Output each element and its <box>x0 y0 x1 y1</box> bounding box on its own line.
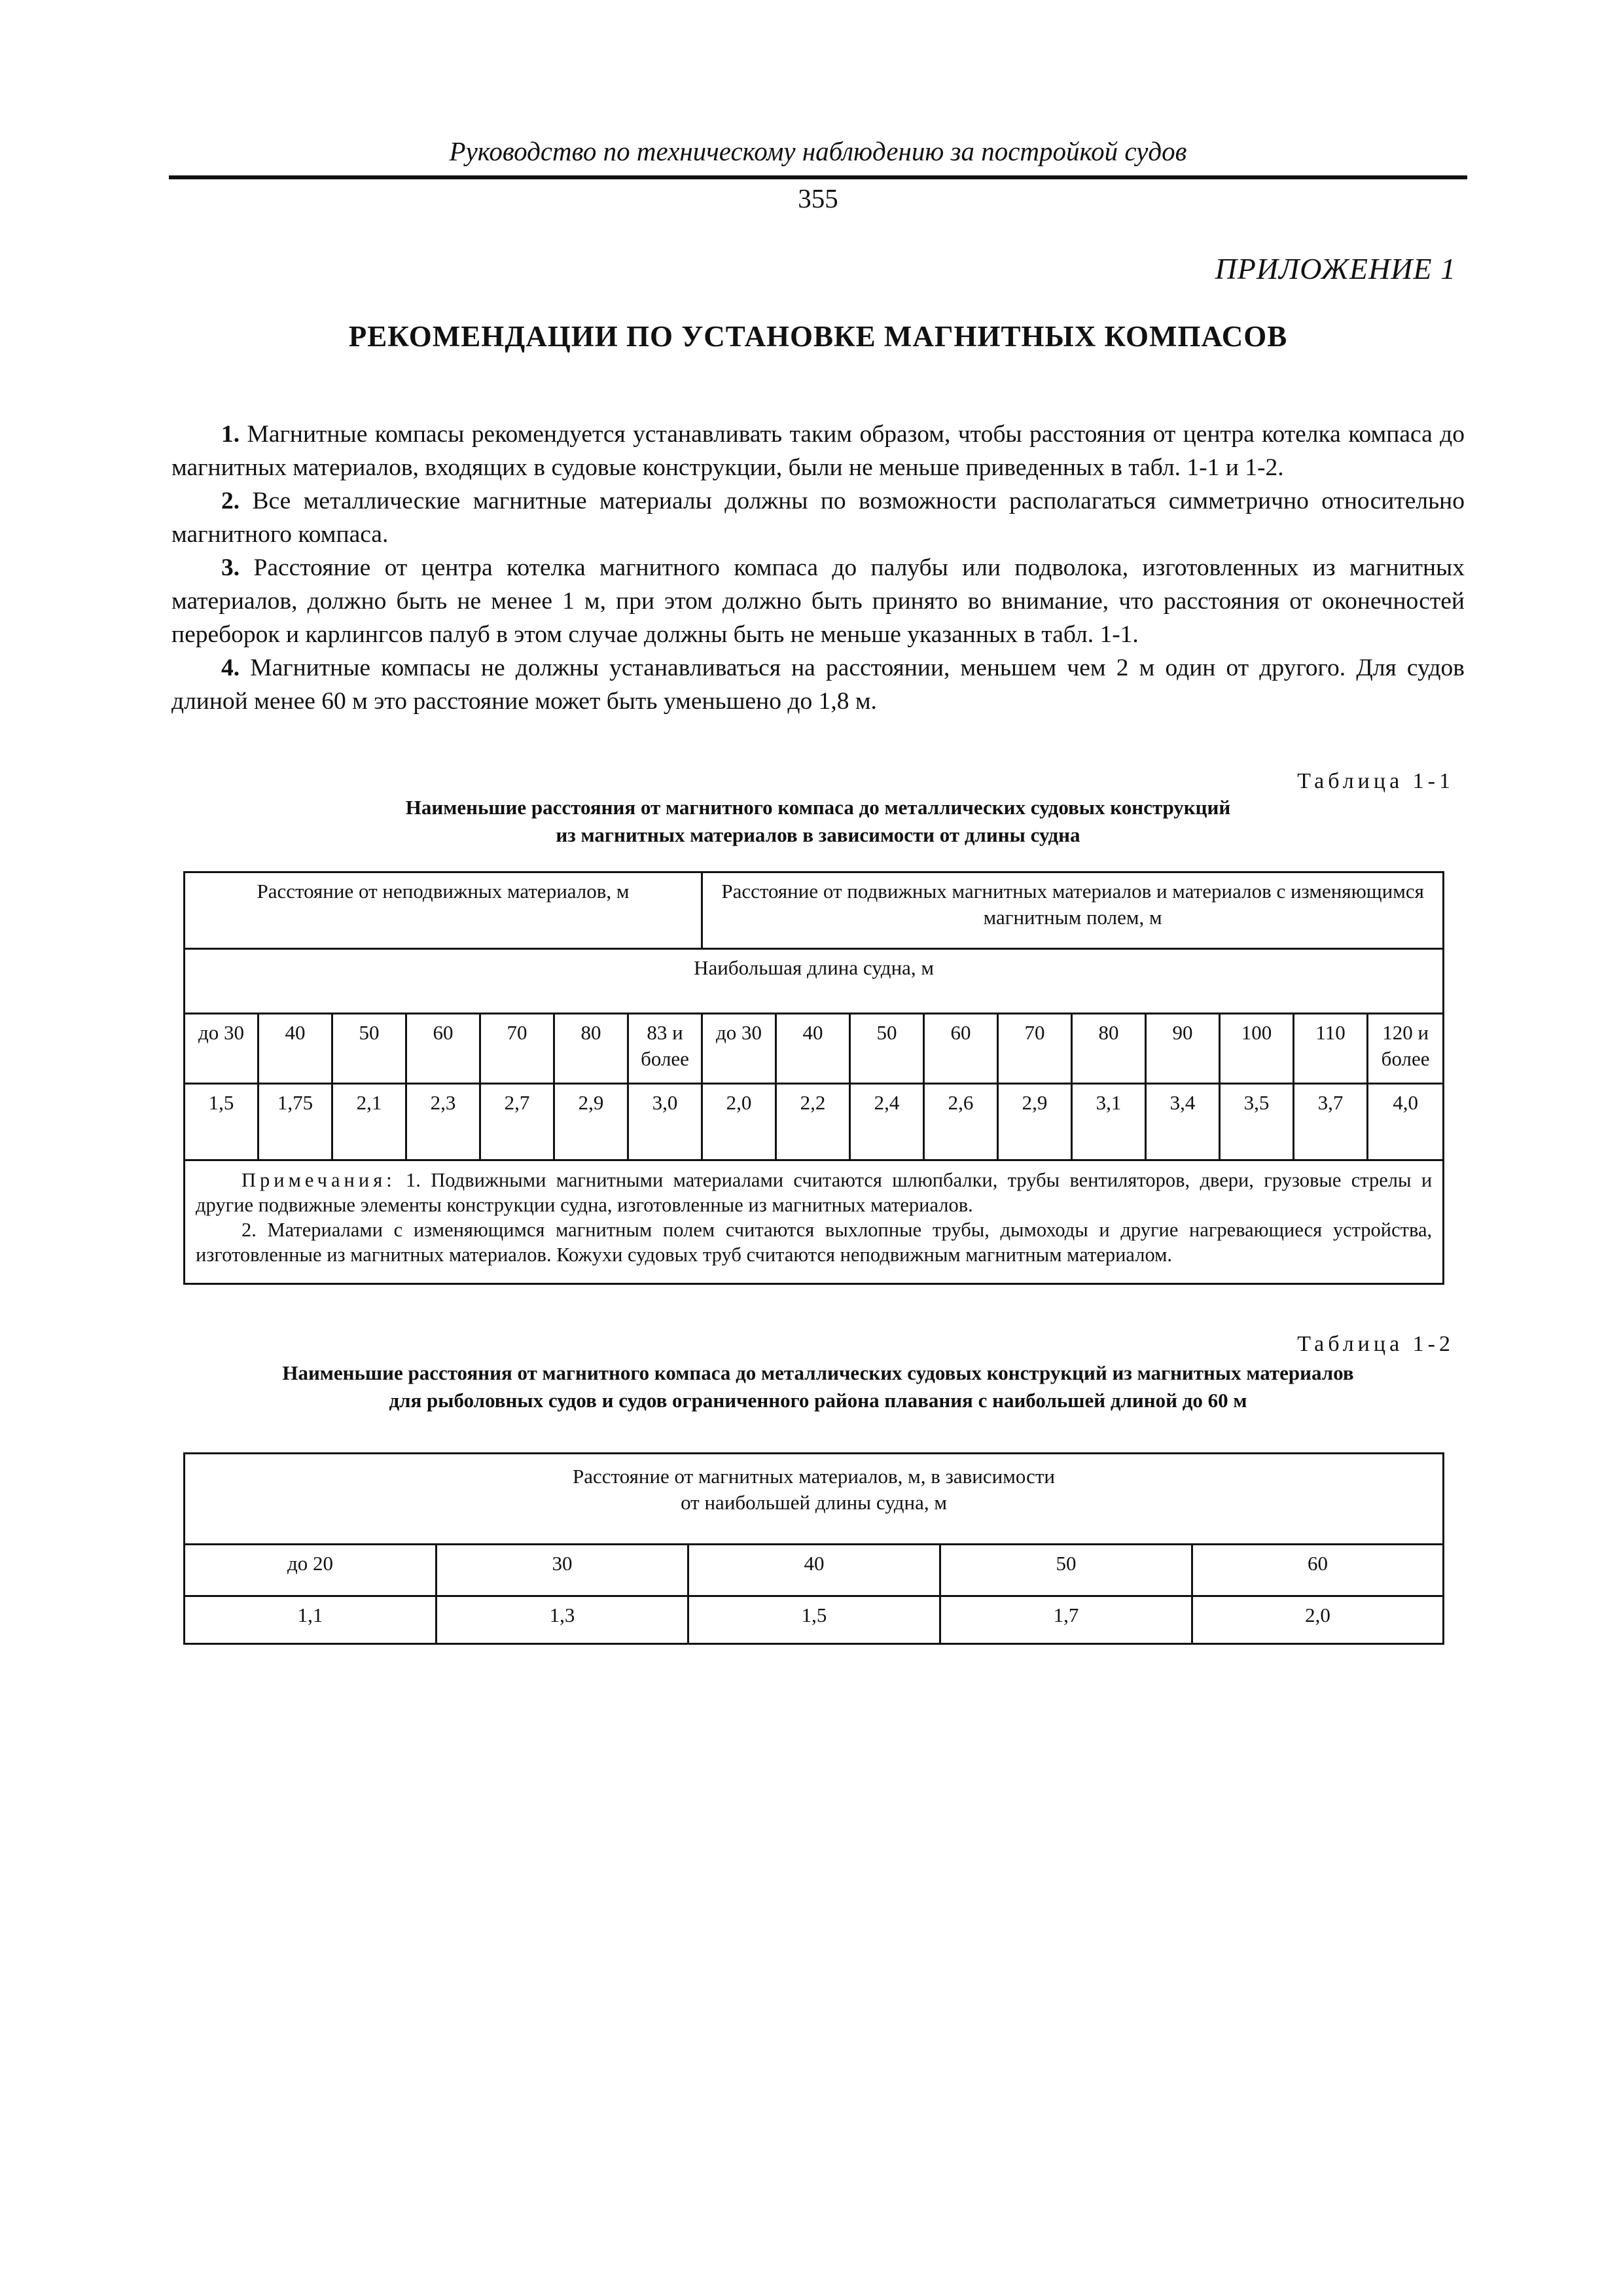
paragraph-number: 4. <box>221 655 240 681</box>
table1-length-cell: 83 и более <box>628 1014 702 1084</box>
table1-length-cell: 70 <box>998 1014 1072 1084</box>
table2-caption-line1: Наименьшие расстояния от магнитного компаса до металлических судовых конструкций из магнитных материалов <box>282 1361 1354 1384</box>
table2-value-cell: 2,0 <box>1192 1596 1444 1644</box>
table1-caption-line1: Наименьшие расстояния от магнитного компаса до металлических судовых конструкций <box>405 796 1231 819</box>
table2-header-line1: Расстояние от магнитных материалов, м, в зависимости <box>573 1465 1055 1488</box>
table1-value-cell: 1,5 <box>185 1084 259 1160</box>
running-header-title: Руководство по техническому наблюдению за постройкой судов <box>449 136 1187 166</box>
table1-header-moving: Расстояние от подвижных магнитных материалов и материалов с изменяющимся магнитным полем, м <box>702 872 1444 949</box>
paragraph-text: Магнитные компасы рекомендуется устанавливать таким образом, чтобы расстояния от центра котелка компаса до магнитных материалов, входящих в судовые конструкции, были не меньше приведенных в табл. 1-1 и 1-2. <box>171 421 1465 481</box>
paragraph-3 <box>171 551 1465 651</box>
table1-length-cell: 90 <box>1146 1014 1220 1084</box>
table2-value-cell: 1,5 <box>688 1596 940 1644</box>
table1-length-cell: 40 <box>259 1014 332 1084</box>
table1-value-cell: 1,75 <box>259 1084 332 1160</box>
table1-length-cell: 70 <box>480 1014 554 1084</box>
table1-length-cell: 110 <box>1294 1014 1368 1084</box>
table2-header <box>185 1454 1444 1545</box>
table1-note-1 <box>196 1168 1432 1217</box>
paragraph-2 <box>171 484 1465 551</box>
table1-value-cell: 2,4 <box>850 1084 924 1160</box>
table1 <box>183 871 1444 1285</box>
table2-caption-line2: для рыболовных судов и судов ограниченного района плавания с наибольшей длиной до 60 м <box>389 1389 1247 1412</box>
table2-length-cell: 60 <box>1192 1545 1444 1596</box>
paragraph-text: Все металлические магнитные материалы должны по возможности располагаться симметрично относительно магнитного компаса. <box>171 488 1465 548</box>
table1-length-cell: 40 <box>776 1014 850 1084</box>
table2-value-cell: 1,1 <box>185 1596 437 1644</box>
table1-value-cell: 3,5 <box>1220 1084 1294 1160</box>
table1-note-label: Примечания: <box>241 1169 396 1191</box>
table1-length-header: Наибольшая длина судна, м <box>185 949 1444 1014</box>
table2-header-line2: от наибольшей длины судна, м <box>681 1491 947 1514</box>
table1-length-cell: 60 <box>406 1014 480 1084</box>
paragraph-number: 1. <box>221 421 240 448</box>
paragraph-4 <box>171 651 1465 718</box>
body-text <box>171 418 1465 718</box>
table1-value-cell: 2,6 <box>924 1084 998 1160</box>
table1-value-cell: 3,4 <box>1146 1084 1220 1160</box>
table1-length-cell: до 30 <box>702 1014 776 1084</box>
table1-notes <box>185 1160 1444 1284</box>
appendix-label: ПРИЛОЖЕНИЕ 1 <box>1215 252 1456 285</box>
table2-value-cell: 1,3 <box>437 1596 688 1644</box>
table2-value-cell: 1,7 <box>940 1596 1192 1644</box>
table1-value-cell: 2,9 <box>998 1084 1072 1160</box>
table2-length-cell: 50 <box>940 1545 1192 1596</box>
table1-note-2: 2. Материалами с изменяющимся магнитным полем считаются выхлопные трубы, дымоходы и другие нагревающиеся устройства, изготовленные из магнитных материалов. Кожухи судовых труб считаются неподвижным магнитным материалом. <box>196 1219 1433 1266</box>
table1-value-cell: 2,3 <box>406 1084 480 1160</box>
page-number: 355 <box>798 183 838 213</box>
paragraph-number: 2. <box>221 488 240 514</box>
table1-value-cell: 3,0 <box>628 1084 702 1160</box>
table2-length-cell: 40 <box>688 1545 940 1596</box>
table2-label: Таблица 1-2 <box>1297 1332 1454 1356</box>
table1-length-cell: 50 <box>332 1014 406 1084</box>
paragraph-1 <box>171 418 1465 484</box>
table1-value-cell: 3,7 <box>1294 1084 1368 1160</box>
table1-length-cell: 60 <box>924 1014 998 1084</box>
table1-value-cell: 2,9 <box>554 1084 628 1160</box>
table1-label: Таблица 1-1 <box>1297 769 1454 793</box>
table1-length-cell: до 30 <box>185 1014 259 1084</box>
table1-length-cell: 80 <box>1072 1014 1146 1084</box>
table1-length-cell: 50 <box>850 1014 924 1084</box>
table1-length-cell: 120 и более <box>1368 1014 1444 1084</box>
table1-value-cell: 2,2 <box>776 1084 850 1160</box>
table1-value-cell: 3,1 <box>1072 1084 1146 1160</box>
table2 <box>183 1452 1444 1645</box>
table2-length-cell: до 20 <box>185 1545 437 1596</box>
paragraph-number: 3. <box>221 554 240 581</box>
table1-caption-line2: из магнитных материалов в зависимости от длины судна <box>556 823 1080 846</box>
paragraph-text: Магнитные компасы не должны устанавливаться на расстоянии, меньшем чем 2 м один от другого. Для судов длиной менее 60 м это расстояние может быть уменьшено до 1,8 м. <box>171 655 1465 715</box>
table2-length-cell: 30 <box>437 1545 688 1596</box>
table1-value-cell: 2,1 <box>332 1084 406 1160</box>
table1-note-1-text: 1. Подвижными магнитными материалами считаются шлюпбалки, трубы вентиляторов, двери, грузовые стрелы и другие подвижные элементы конструкции судна, изготовленные из магнитных материалов. <box>196 1169 1433 1216</box>
table1-length-cell: 100 <box>1220 1014 1294 1084</box>
table1-value-cell: 4,0 <box>1368 1084 1444 1160</box>
table1-length-cell: 80 <box>554 1014 628 1084</box>
table1-value-cell: 2,7 <box>480 1084 554 1160</box>
table1-value-cell: 2,0 <box>702 1084 776 1160</box>
paragraph-text: Расстояние от центра котелка магнитного компаса до палубы или подволока, изготовленных из магнитных материалов, должно быть не менее 1 м, при этом должно быть принято во внимание, что расстояния от оконечностей переборок и карлингсов палуб в этом случае должны быть не меньше указанных в табл. 1-1. <box>171 554 1465 648</box>
document-title: РЕКОМЕНДАЦИИ ПО УСТАНОВКЕ МАГНИТНЫХ КОМПАСОВ <box>348 320 1288 353</box>
header-rule <box>169 175 1467 179</box>
table1-header-fixed: Расстояние от неподвижных материалов, м <box>185 872 702 949</box>
